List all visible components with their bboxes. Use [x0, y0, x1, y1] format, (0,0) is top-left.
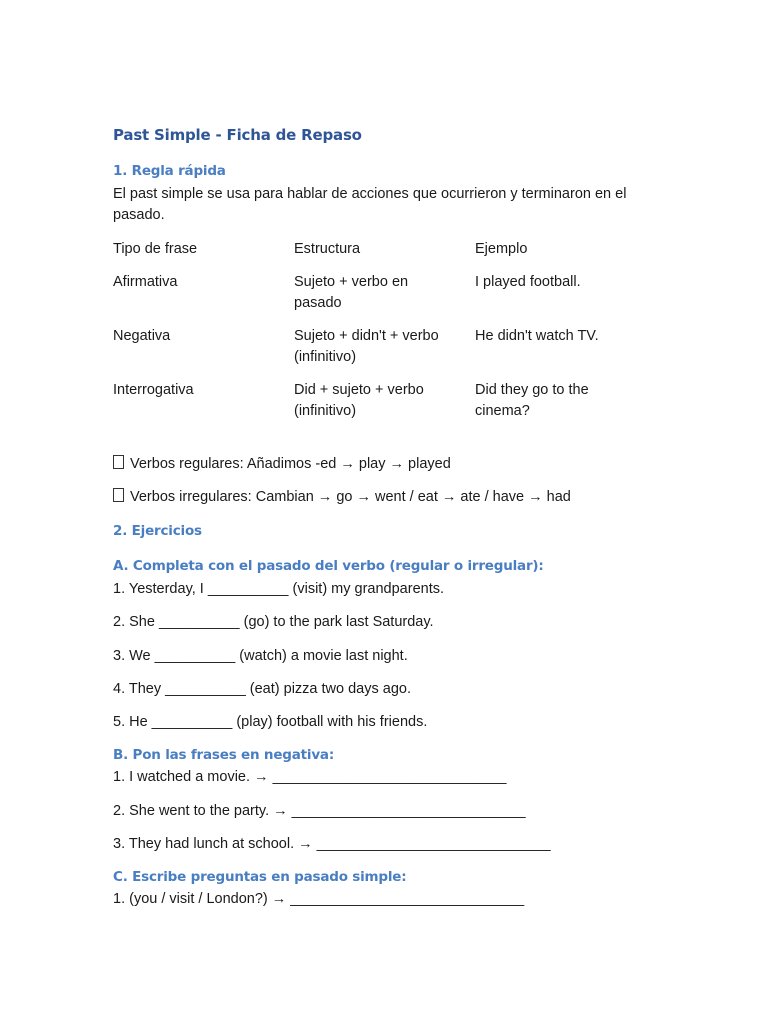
table-cell: Negativa	[113, 328, 171, 344]
table-cell: Interrogativa	[113, 382, 194, 398]
exercise-item: 3. They had lunch at school. → _____________________________	[113, 836, 551, 852]
exercise-item: 1. (you / visit / London?) → _____________________________	[113, 891, 525, 907]
exercise-b-heading: B. Pon las frases en negativa:	[113, 747, 335, 763]
note-text: Verbos regulares: Añadimos -ed → play → played	[130, 456, 451, 472]
exercise-item: 2. She __________ (go) to the park last Saturday.	[113, 614, 434, 630]
page-title: Past Simple - Ficha de Repaso	[113, 126, 362, 144]
table-cell: Did + sujeto + verbo (infinitivo)	[294, 382, 424, 419]
exercise-item: 2. She went to the party. → _____________________________	[113, 803, 526, 819]
note-irregular-verbs	[113, 487, 571, 508]
table-header-cell: Tipo de frase	[113, 241, 198, 257]
table-cell: He didn't watch TV.	[475, 328, 599, 344]
section-heading-ejercicios: 2. Ejercicios	[113, 523, 202, 539]
exercise-item: 1. I watched a movie. → _____________________________	[113, 769, 507, 785]
table-header-cell: Ejemplo	[475, 241, 528, 257]
table-header-cell: Estructura	[294, 241, 361, 257]
exercise-item: 3. We __________ (watch) a movie last night.	[113, 648, 408, 664]
exercise-a-heading: A. Completa con el pasado del verbo (regular o irregular):	[113, 558, 544, 574]
note-regular-verbs	[113, 454, 451, 475]
checkbox-glyph-icon	[113, 455, 124, 469]
table-cell: Did they go to the cinema?	[475, 382, 589, 419]
intro-paragraph: El past simple se usa para hablar de acciones que ocurrieron y terminaron en el pasado.	[113, 186, 627, 223]
exercise-c-heading: C. Escribe preguntas en pasado simple:	[113, 869, 407, 885]
table-cell: Sujeto + didn't + verbo (infinitivo)	[294, 328, 439, 365]
exercise-item: 5. He __________ (play) football with his friends.	[113, 714, 428, 730]
note-text: Verbos irregulares: Cambian → go → went / eat → ate / have → had	[130, 489, 571, 505]
exercise-item: 1. Yesterday, I __________ (visit) my grandparents.	[113, 581, 445, 597]
table-cell: I played football.	[475, 274, 581, 290]
table-cell: Afirmativa	[113, 274, 178, 290]
table-cell: Sujeto + verbo en pasado	[294, 274, 409, 311]
exercise-item: 4. They __________ (eat) pizza two days ago.	[113, 681, 411, 697]
section-heading-regla: 1. Regla rápida	[113, 163, 226, 179]
checkbox-glyph-icon	[113, 488, 124, 502]
